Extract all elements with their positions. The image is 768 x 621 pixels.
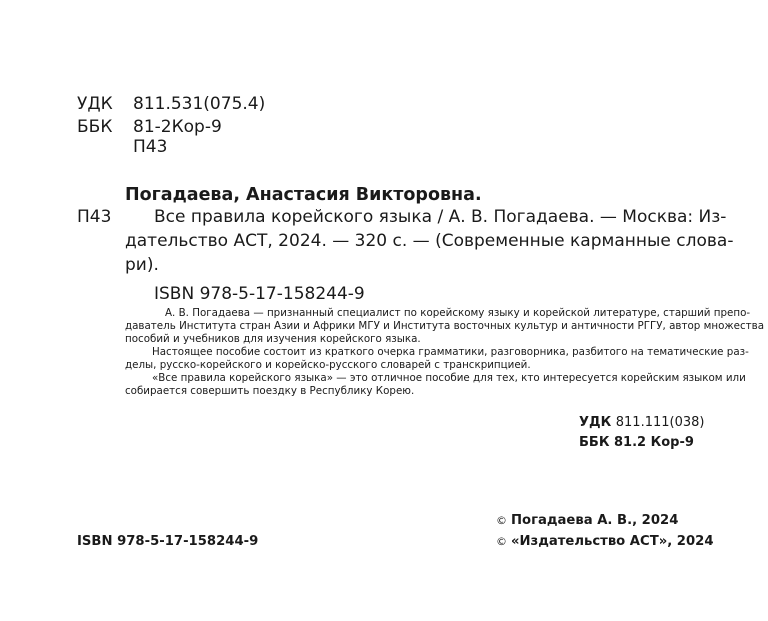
cutter-code: П43 [133,137,168,157]
udk-bottom [579,414,704,432]
udk-value: 811.531(075.4) [133,94,266,114]
record-isbn: ISBN 978-5-17-158244-9 [154,284,365,304]
bbk-label: ББК [77,117,113,137]
annotation-line-3: пособий и учебников для изучения корейского языка. [125,333,421,345]
author-heading: Погадаева, Анастасия Викторовна. [125,185,482,205]
bbk-bottom-label: ББК [579,435,610,450]
udk-label: УДК [77,94,113,114]
annotation-line-4: Настоящее пособие состоит из краткого очерка грамматики, разговорника, разбитого на тематические раз- [152,346,749,358]
bib-line-3: ри). [125,255,159,275]
bib-line-1: Все правила корейского языка / А. В. Погадаева. — Москва: Из- [154,207,727,227]
bib-line-2: дательство АСТ, 2024. — 320 с. — (Современные карманные слова- [125,231,734,251]
record-cutter: П43 [77,207,112,227]
copyright-publisher [496,532,714,552]
udk-bottom-label: УДК [579,415,612,430]
copyright-symbol-2: © [496,535,507,548]
annotation-line-6: «Все правила корейского языка» — это отличное пособие для тех, кто интересуется корейским языком или [152,372,746,384]
udk-bottom-value: 811.111(038) [615,415,705,430]
copyright-symbol-1: © [496,514,507,527]
copyright-author-text: Погадаева А. В., 2024 [511,513,679,528]
copyright-author [496,511,678,531]
annotation-line-2: даватель Института стран Азии и Африки МГУ и Института восточных культур и античности РГГУ, автор множества [125,320,765,332]
annotation-line-1: А. В. Погадаева — признанный специалист по корейскому языку и корейской литературе, старший препо- [165,307,751,319]
isbn-bottom: ISBN 978-5-17-158244-9 [77,534,259,549]
bbk-value: 81-2Кор-9 [133,117,222,137]
bbk-bottom [579,434,694,452]
annotation-line-7: собирается совершить поездку в Республику Корею. [125,385,415,397]
annotation-line-5: делы, русско-корейского и корейско-русского словарей с транскрипцией. [125,359,531,371]
bbk-bottom-value: 81.2 Кор-9 [613,435,694,450]
copyright-publisher-text: «Издательство АСТ», 2024 [511,534,714,549]
